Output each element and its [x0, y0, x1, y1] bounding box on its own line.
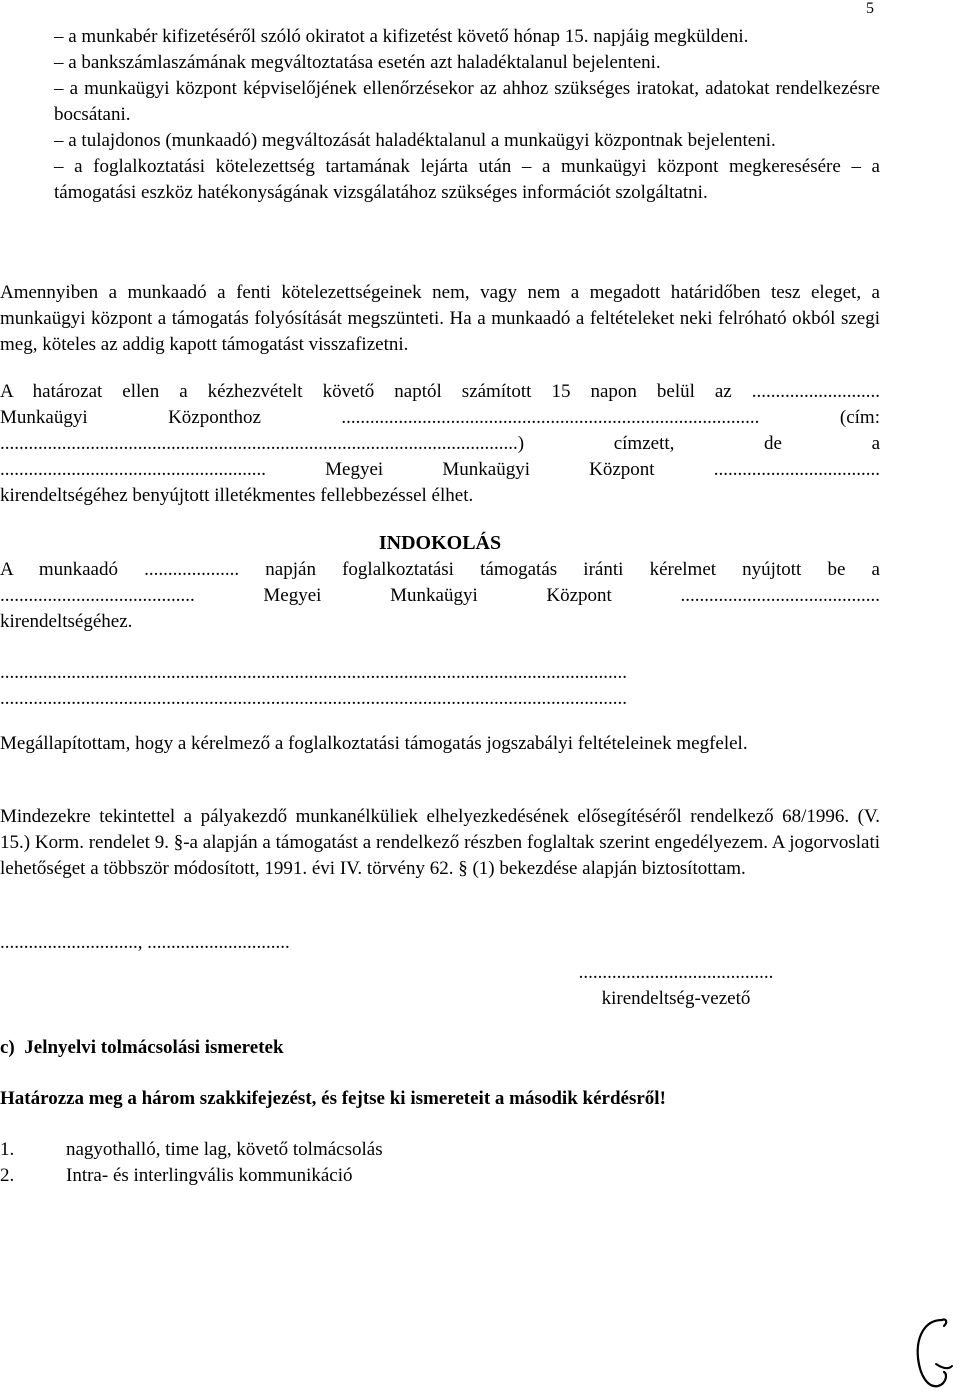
question-text: nagyothalló, time lag, követő tolmácsolás — [66, 1139, 383, 1160]
dotted-line: .................................................................................................................................... — [0, 688, 627, 709]
list-item: – a munkabér kifizetéséről szóló okiratot a kifizetést követő hónap 15. napjáig megküldeni. — [54, 26, 749, 47]
task-instruction: Határozza meg a három szakkifejezést, és fejtse ki ismereteit a második kérdésről! — [0, 1088, 666, 1109]
indokolas-section — [0, 557, 880, 635]
place-date: ............................., .............................. — [0, 932, 290, 953]
paragraph-mindezekre: Mindezekre tekintettel a pályakezdő munkanélküliek elhelyezkedésének elősegítéséről rendelkező 68/1996. (V. 15.) Korm. rendelet 9. §-a alapján a támogatást a rendelkező részben foglaltak szerint engedélyezem. A jogorvoslati lehetőséget a többször módosított, 1991. évi IV. törvény 62. § (1) bekezdése alapján biztosítottam. — [0, 806, 880, 879]
paragraph-amennyiben: Amennyiben a munkaadó a fenti kötelezettségeinek nem, vagy nem a megadott határidőben tesz eleget, a munkaügyi központ a támogatás folyósítását megszünteti. Ha a munkaadó a feltételeket neki felróható okból szegi meg, köteles az addig kapott támogatást visszafizetni. — [0, 282, 880, 355]
question-number: 2. — [0, 1165, 15, 1186]
signature-title: kirendeltség-vezető — [601, 988, 751, 1009]
question-number: 1. — [0, 1139, 15, 1160]
section-c-heading: c) Jelnyelvi tolmácsolási ismeretek — [0, 1037, 284, 1058]
list-item: – a munkaügyi központ képviselőjének ellenőrzésekor az ahhoz szükséges iratokat, adatokat rendelkezésre bocsátani. — [54, 78, 880, 125]
list-item: – a foglalkoztatási kötelezettség tartamának lejárta után – a munkaügyi központ megkeresésére – a támogatási eszköz hatékonyságának vizsgálatához szükséges információt szolgáltatni. — [54, 156, 880, 203]
indokolas-line: kirendeltségéhez. — [0, 611, 133, 632]
list-item: – a tulajdonos (munkaadó) megváltozását haladéktalanul a munkaügyi központnak bejelenteni. — [54, 130, 776, 151]
blank-lines — [0, 660, 850, 712]
dotted-line: .................................................................................................................................... — [0, 662, 627, 683]
indokolas-heading: INDOKOLÁS — [378, 532, 502, 554]
obligations-list — [54, 24, 880, 206]
handwritten-initial — [912, 1316, 954, 1392]
signature-block — [536, 960, 816, 1012]
indokolas-line: ......................................... Megyei Munkaügyi Központ .......................................... — [0, 585, 880, 606]
appeal-line: ........................................................ Megyei Munkaügyi Központ ................................... — [0, 459, 880, 480]
question-item — [0, 1163, 353, 1189]
question-item — [0, 1137, 383, 1163]
paragraph-megallapitottam: Megállapítottam, hogy a kérelmező a foglalkoztatási támogatás jogszabályi feltételeinek megfelel. — [0, 733, 748, 754]
appeal-line: .............................................................................................................) címzett, de a — [0, 433, 880, 454]
appeal-section — [0, 379, 880, 509]
list-item: – a bankszámlaszámának megváltoztatása esetén azt haladéktalanul bejelenteni. — [54, 52, 661, 73]
signature-line: ......................................... — [578, 962, 774, 983]
indokolas-line: A munkaadó .................... napján foglalkoztatási támogatás iránti kérelmet nyújtott be a — [0, 559, 880, 580]
appeal-line: Munkaügyi Központhoz ........................................................................................ (cím: — [0, 407, 880, 428]
appeal-line: A határozat ellen a kézhezvételt követő naptól számított 15 napon belül az ........................... — [0, 381, 880, 402]
question-text: Intra- és interlingvális kommunikáció — [66, 1165, 353, 1186]
page-number: 5 — [866, 0, 874, 17]
appeal-line: kirendeltségéhez benyújtott illetékmentes fellebbezéssel élhet. — [0, 485, 474, 506]
